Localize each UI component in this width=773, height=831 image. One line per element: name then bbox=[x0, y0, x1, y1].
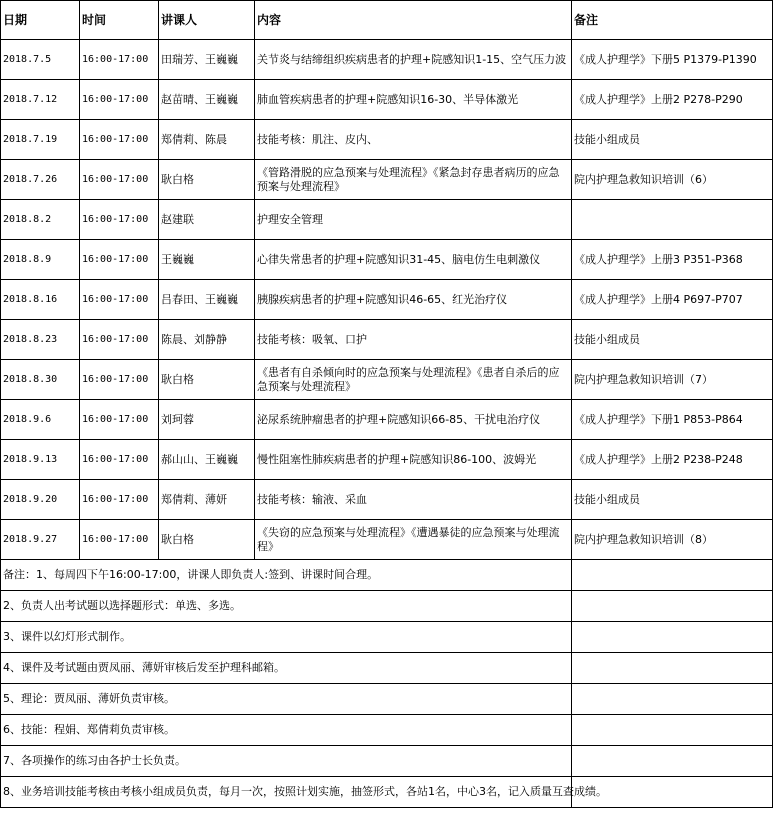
cell-speaker: 耿白格 bbox=[159, 360, 255, 400]
note-text: 8、业务培训技能考核由考核小组成员负责，每月一次，按照计划实施，抽签形式，各站1名，中心3名，记入质量互查成绩。 bbox=[1, 777, 572, 808]
cell-date: 2018.7.5 bbox=[1, 40, 80, 80]
table-row bbox=[1, 200, 773, 240]
cell-remark: 《成人护理学》上册3 P351-P368 bbox=[572, 240, 773, 280]
header-time: 时间 bbox=[80, 1, 159, 40]
note-row bbox=[1, 777, 773, 808]
cell-remark: 技能小组成员 bbox=[572, 480, 773, 520]
cell-speaker: 郑倩莉、陈晨 bbox=[159, 120, 255, 160]
cell-content: 胰腺疾病患者的护理+院感知识46-65、红光治疗仪 bbox=[255, 280, 572, 320]
cell-remark: 《成人护理学》上册2 P278-P290 bbox=[572, 80, 773, 120]
cell-content: 《失窃的应急预案与处理流程》《遭遇暴徒的应急预案与处理流程》 bbox=[255, 520, 572, 560]
cell-time: 16:00-17:00 bbox=[80, 160, 159, 200]
note-row bbox=[1, 591, 773, 622]
note-text: 4、课件及考试题由贾凤丽、薄妍审核后发至护理科邮箱。 bbox=[1, 653, 572, 684]
cell-speaker: 王巍巍 bbox=[159, 240, 255, 280]
note-row bbox=[1, 715, 773, 746]
table-row bbox=[1, 480, 773, 520]
cell-speaker: 赵苗晴、王巍巍 bbox=[159, 80, 255, 120]
note-row bbox=[1, 560, 773, 591]
header-row bbox=[1, 1, 773, 40]
cell-content: 技能考核：输液、采血 bbox=[255, 480, 572, 520]
cell-remark: 《成人护理学》上册2 P238-P248 bbox=[572, 440, 773, 480]
cell-time: 16:00-17:00 bbox=[80, 240, 159, 280]
table-row bbox=[1, 120, 773, 160]
note-text: 备注：1、每周四下午16:00-17:00，讲课人即负责人:签到、讲课时间合理。 bbox=[1, 560, 572, 591]
cell-time: 16:00-17:00 bbox=[80, 40, 159, 80]
cell-speaker: 郑倩莉、薄妍 bbox=[159, 480, 255, 520]
cell-speaker: 陈晨、刘静静 bbox=[159, 320, 255, 360]
cell-remark: 院内护理急救知识培训（6） bbox=[572, 160, 773, 200]
cell-remark: 《成人护理学》下册1 P853-P864 bbox=[572, 400, 773, 440]
cell-remark: 院内护理急救知识培训（7） bbox=[572, 360, 773, 400]
note-text: 6、技能：程娟、郑倩莉负责审核。 bbox=[1, 715, 572, 746]
cell-speaker: 耿白格 bbox=[159, 520, 255, 560]
cell-content: 心律失常患者的护理+院感知识31-45、脑电仿生电刺激仪 bbox=[255, 240, 572, 280]
cell-speaker: 赵建联 bbox=[159, 200, 255, 240]
note-row bbox=[1, 746, 773, 777]
cell-speaker: 吕春田、王巍巍 bbox=[159, 280, 255, 320]
cell-time: 16:00-17:00 bbox=[80, 480, 159, 520]
cell-remark: 技能小组成员 bbox=[572, 120, 773, 160]
cell-date: 2018.7.19 bbox=[1, 120, 80, 160]
note-text: 2、负责人出考试题以选择题形式：单选、多选。 bbox=[1, 591, 572, 622]
cell-content: 技能考核：肌注、皮内、 bbox=[255, 120, 572, 160]
table-row bbox=[1, 240, 773, 280]
cell-content: 护理安全管理 bbox=[255, 200, 572, 240]
cell-date: 2018.9.13 bbox=[1, 440, 80, 480]
cell-date: 2018.8.2 bbox=[1, 200, 80, 240]
cell-remark: 《成人护理学》上册4 P697-P707 bbox=[572, 280, 773, 320]
cell-time: 16:00-17:00 bbox=[80, 320, 159, 360]
cell-date: 2018.7.12 bbox=[1, 80, 80, 120]
note-empty-cell bbox=[572, 560, 773, 591]
cell-date: 2018.7.26 bbox=[1, 160, 80, 200]
cell-remark: 《成人护理学》下册5 P1379-P1390 bbox=[572, 40, 773, 80]
cell-date: 2018.8.30 bbox=[1, 360, 80, 400]
table-row bbox=[1, 160, 773, 200]
note-empty-cell bbox=[572, 591, 773, 622]
note-text: 7、各项操作的练习由各护士长负责。 bbox=[1, 746, 572, 777]
cell-content: 泌尿系统肿瘤患者的护理+院感知识66-85、干扰电治疗仪 bbox=[255, 400, 572, 440]
note-row bbox=[1, 653, 773, 684]
cell-time: 16:00-17:00 bbox=[80, 120, 159, 160]
note-empty-cell bbox=[572, 684, 773, 715]
note-text: 5、理论：贾凤丽、薄妍负责审核。 bbox=[1, 684, 572, 715]
cell-content: 关节炎与结缔组织疾病患者的护理+院感知识1-15、空气压力波 bbox=[255, 40, 572, 80]
table-row bbox=[1, 440, 773, 480]
cell-speaker: 田瑞芳、王巍巍 bbox=[159, 40, 255, 80]
cell-speaker: 刘珂蓉 bbox=[159, 400, 255, 440]
table-row bbox=[1, 80, 773, 120]
cell-content: 慢性阻塞性肺疾病患者的护理+院感知识86-100、波姆光 bbox=[255, 440, 572, 480]
table-row bbox=[1, 520, 773, 560]
cell-remark: 技能小组成员 bbox=[572, 320, 773, 360]
table-row bbox=[1, 360, 773, 400]
cell-time: 16:00-17:00 bbox=[80, 400, 159, 440]
cell-remark bbox=[572, 200, 773, 240]
note-empty-cell bbox=[572, 653, 773, 684]
header-speaker: 讲课人 bbox=[159, 1, 255, 40]
note-row bbox=[1, 684, 773, 715]
note-empty-cell bbox=[572, 622, 773, 653]
table-row bbox=[1, 320, 773, 360]
cell-remark: 院内护理急救知识培训（8） bbox=[572, 520, 773, 560]
note-empty-cell bbox=[572, 715, 773, 746]
cell-date: 2018.8.16 bbox=[1, 280, 80, 320]
note-text: 3、课件以幻灯形式制作。 bbox=[1, 622, 572, 653]
cell-date: 2018.9.6 bbox=[1, 400, 80, 440]
cell-time: 16:00-17:00 bbox=[80, 520, 159, 560]
header-date: 日期 bbox=[1, 1, 80, 40]
table-row bbox=[1, 40, 773, 80]
cell-content: 肺血管疾病患者的护理+院感知识16-30、半导体激光 bbox=[255, 80, 572, 120]
cell-time: 16:00-17:00 bbox=[80, 280, 159, 320]
cell-date: 2018.9.27 bbox=[1, 520, 80, 560]
table-row bbox=[1, 280, 773, 320]
cell-date: 2018.8.9 bbox=[1, 240, 80, 280]
cell-speaker: 郝山山、王巍巍 bbox=[159, 440, 255, 480]
cell-time: 16:00-17:00 bbox=[80, 360, 159, 400]
cell-content: 技能考核：吸氧、口护 bbox=[255, 320, 572, 360]
table-row bbox=[1, 400, 773, 440]
cell-speaker: 耿白格 bbox=[159, 160, 255, 200]
cell-time: 16:00-17:00 bbox=[80, 440, 159, 480]
cell-time: 16:00-17:00 bbox=[80, 80, 159, 120]
note-row bbox=[1, 622, 773, 653]
header-content: 内容 bbox=[255, 1, 572, 40]
cell-date: 2018.9.20 bbox=[1, 480, 80, 520]
cell-time: 16:00-17:00 bbox=[80, 200, 159, 240]
header-remark: 备注 bbox=[572, 1, 773, 40]
cell-content: 《患者有自杀倾向时的应急预案与处理流程》《患者自杀后的应急预案与处理流程》 bbox=[255, 360, 572, 400]
cell-date: 2018.8.23 bbox=[1, 320, 80, 360]
cell-content: 《管路滑脱的应急预案与处理流程》《紧急封存患者病历的应急预案与处理流程》 bbox=[255, 160, 572, 200]
note-empty-cell bbox=[572, 746, 773, 777]
